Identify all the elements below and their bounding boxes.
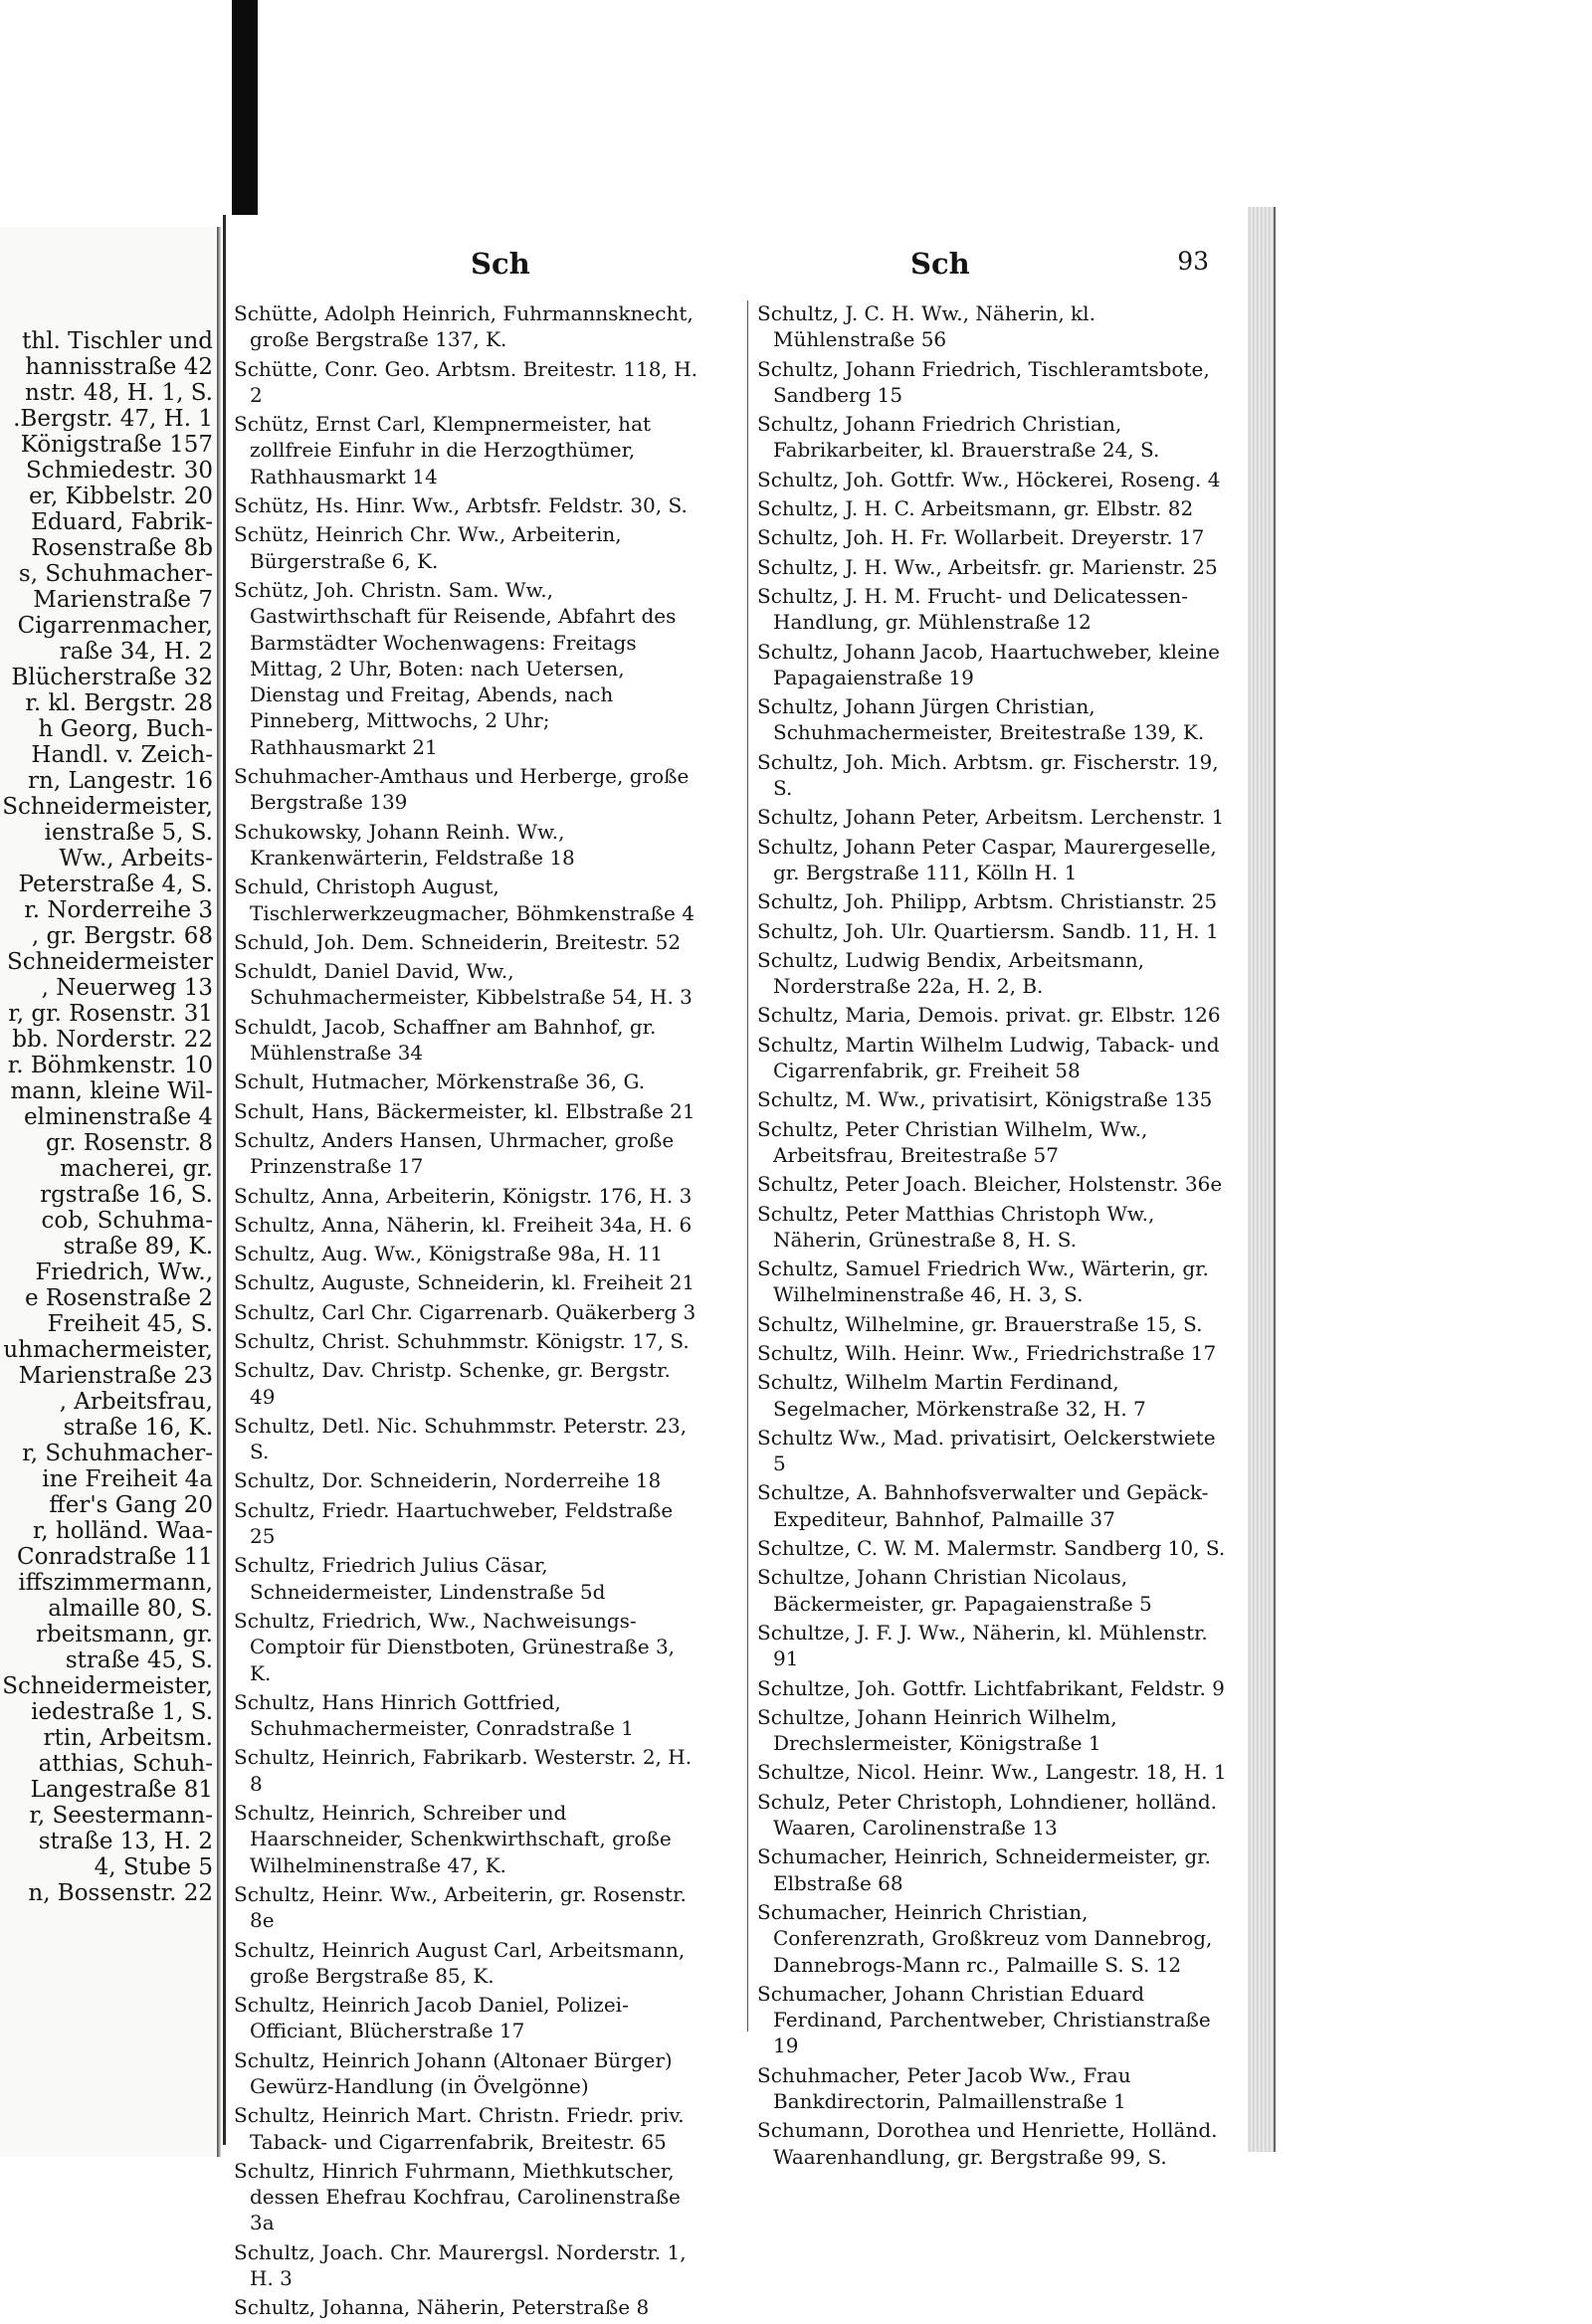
directory-entry: Schultz, Peter Joach. Bleicher, Holstenstr. 36e bbox=[757, 1172, 1223, 1197]
directory-entry: Schultze, Joh. Gottfr. Lichtfabrikant, Feldstr. 9 bbox=[757, 1675, 1225, 1700]
left-page-line: rn, Langestr. 16 bbox=[28, 768, 213, 794]
left-page-line: Schneidermeister bbox=[7, 949, 213, 975]
directory-entry: Schultz, Joh. Mich. Arbtsm. gr. Fischerstr. 19, S. bbox=[757, 749, 1219, 801]
directory-entry: Schumann, Dorothea und Henriette, Holländ. Waarenhandlung, gr. Bergstraße 99, S. bbox=[757, 2118, 1218, 2169]
directory-entry: Schultze, J. F. J. Ww., Näherin, kl. Mühlenstr. 91 bbox=[757, 1620, 1208, 1671]
directory-entry: Schuldt, Daniel David, Ww., Schuhmachermeister, Kibbelstraße 54, H. 3 bbox=[234, 959, 693, 1010]
directory-entry: Schuldt, Jacob, Schaffner am Bahnhof, gr. Mühlenstraße 34 bbox=[234, 1014, 657, 1065]
left-page-line: e Rosenstraße 2 bbox=[25, 1285, 213, 1311]
left-page-line: , gr. Bergstr. 68 bbox=[31, 923, 213, 949]
directory-entry: Schütte, Adolph Heinrich, Fuhrmannsknecht, große Bergstraße 137, K. bbox=[234, 301, 694, 352]
left-page-line: rbeitsmann, gr. bbox=[35, 1622, 213, 1647]
left-page-line: straße 13, H. 2 bbox=[38, 1829, 213, 1854]
directory-entry: Schult, Hans, Bäckermeister, kl. Elbstraße 21 bbox=[234, 1098, 696, 1123]
left-page-line: mann, kleine Wil- bbox=[10, 1078, 213, 1104]
left-page-fragment bbox=[0, 227, 219, 2157]
directory-entry: Schultz, Johanna, Näherin, Peterstraße 8 bbox=[234, 2295, 650, 2320]
directory-entry: Schultz, J. H. C. Arbeitsmann, gr. Elbstr. 82 bbox=[757, 496, 1194, 521]
directory-entry: Schultze, Nicol. Heinr. Ww., Langestr. 18, H. 1 bbox=[757, 1760, 1227, 1785]
directory-entry: Schultz, Ludwig Bendix, Arbeitsmann, Norderstraße 22a, H. 2, B. bbox=[757, 947, 1144, 999]
left-page-line: iedestraße 1, S. bbox=[31, 1699, 213, 1725]
left-page-line: Handl. v. Zeich- bbox=[31, 742, 213, 768]
directory-entry: Schukowsky, Johann Reinh. Ww., Krankenwärterin, Feldstraße 18 bbox=[234, 819, 575, 870]
left-page-line: ienstraße 5, S. bbox=[44, 820, 213, 846]
left-page-line: gr. Rosenstr. 8 bbox=[46, 1130, 213, 1156]
left-page-line: ffer's Gang 20 bbox=[49, 1492, 213, 1518]
left-page-line: Friedrich, Ww., bbox=[35, 1259, 213, 1285]
directory-entry: Schultz, Heinrich, Schreiber und Haarschneider, Schenkwirthschaft, große Wilhelminenstraße 47, K. bbox=[234, 1801, 672, 1877]
directory-entry: Schumacher, Heinrich, Schneidermeister, gr. Elbstraße 68 bbox=[757, 1844, 1211, 1895]
left-page-text-column bbox=[0, 328, 213, 1906]
left-page-line: bb. Norderstr. 22 bbox=[12, 1027, 213, 1053]
left-page-line: r. Norderreihe 3 bbox=[24, 897, 213, 923]
directory-entry: Schütz, Ernst Carl, Klempnermeister, hat zollfreie Einfuhr in die Herzogthümer, Rathhausmarkt 14 bbox=[234, 412, 652, 488]
directory-entry: Schultz, Carl Chr. Cigarrenarb. Quäkerberg 3 bbox=[234, 1299, 696, 1324]
black-marker-bar bbox=[232, 0, 258, 227]
directory-entry: Schultz, J. C. H. Ww., Näherin, kl. Mühlenstraße 56 bbox=[757, 301, 1095, 352]
directory-entry: Schultze, C. W. M. Malermstr. Sandberg 10, S. bbox=[757, 1536, 1226, 1561]
running-head-right: Sch bbox=[910, 247, 970, 281]
left-page-line: r, gr. Rosenstr. 31 bbox=[8, 1001, 213, 1027]
left-page-line: s, Schuhmacher- bbox=[18, 561, 213, 587]
left-page-line: Königstraße 157 bbox=[20, 432, 213, 458]
directory-entry: Schultz, J. H. Ww., Arbeitsfr. gr. Marienstr. 25 bbox=[757, 554, 1218, 579]
left-page-line: straße 45, S. bbox=[65, 1647, 213, 1673]
directory-entry: Schultz, Dor. Schneiderin, Norderreihe 18 bbox=[234, 1468, 662, 1493]
directory-entry: Schultz, Heinrich, Fabrikarb. Westerstr. 2, H. 8 bbox=[234, 1745, 693, 1796]
directory-entry: Schultz, Christ. Schuhmmstr. Königstr. 17, S. bbox=[234, 1328, 690, 1353]
directory-entry: Schultz, Johann Friedrich Christian, Fabrikarbeiter, kl. Brauerstraße 24, S. bbox=[757, 412, 1160, 463]
page-stack-edge bbox=[1248, 207, 1276, 2152]
directory-entry: Schultz, Joh. Ulr. Quartiersm. Sandb. 11, H. 1 bbox=[757, 918, 1219, 943]
directory-entry: Schultz, Johann Peter Caspar, Maurergeselle, gr. Bergstraße 111, Kölln H. 1 bbox=[757, 834, 1217, 884]
directory-entry: Schultz, M. Ww., privatisirt, Königstraße 135 bbox=[757, 1087, 1213, 1112]
left-page-line: Freiheit 45, S. bbox=[47, 1311, 213, 1337]
directory-entry: Schultz, Maria, Demois. privat. gr. Elbstr. 126 bbox=[757, 1003, 1221, 1028]
directory-entry: Schütz, Hs. Hinr. Ww., Arbtsfr. Feldstr. 30, S. bbox=[234, 493, 688, 518]
directory-entry: Schultz Ww., Mad. privatisirt, Oelckerstwiete 5 bbox=[757, 1425, 1216, 1476]
directory-entry: Schultz, Johann Friedrich, Tischleramtsbote, Sandberg 15 bbox=[757, 356, 1210, 407]
directory-entry: Schultz, Anna, Arbeiterin, Königstr. 176, H. 3 bbox=[234, 1183, 693, 1208]
left-page-line: , Neuerweg 13 bbox=[41, 975, 213, 1001]
left-page-line: nstr. 48, H. 1, S. bbox=[24, 380, 213, 406]
left-page-line: n, Bossenstr. 22 bbox=[28, 1880, 213, 1906]
directory-entry: Schultze, Johann Christian Nicolaus, Bäckermeister, gr. Papagaienstraße 5 bbox=[757, 1565, 1152, 1616]
left-page-line: , Arbeitsfrau, bbox=[59, 1389, 213, 1415]
left-page-line: Conradstraße 11 bbox=[17, 1544, 213, 1570]
directory-entry: Schütte, Conr. Geo. Arbtsm. Breitestr. 118, H. 2 bbox=[234, 356, 698, 407]
directory-entry: Schuld, Christoph August, Tischlerwerkzeugmacher, Böhmkenstraße 4 bbox=[234, 874, 695, 925]
directory-entry: Schuld, Joh. Dem. Schneiderin, Breitestr. 52 bbox=[234, 929, 682, 954]
directory-entry: Schultz, Anna, Näherin, kl. Freiheit 34a, H. 6 bbox=[234, 1212, 693, 1237]
directory-entry: Schultz, Peter Christian Wilhelm, Ww., Arbeitsfrau, Breitestraße 57 bbox=[757, 1116, 1148, 1167]
left-page-line: almaille 80, S. bbox=[48, 1596, 213, 1622]
directory-entry: Schultz, Detl. Nic. Schuhmmstr. Peterstr. 23, S. bbox=[234, 1413, 688, 1464]
left-page-line: atthias, Schuh- bbox=[38, 1751, 213, 1777]
left-page-line: cob, Schuhma- bbox=[41, 1208, 213, 1234]
left-page-line: Ww., Arbeits- bbox=[59, 846, 213, 872]
directory-entry: Schütz, Heinrich Chr. Ww., Arbeiterin, Bürgerstraße 6, K. bbox=[234, 522, 622, 573]
directory-entry: Schultz, Heinrich Johann (Altonaer Bürger) Gewürz-Handlung (in Övelgönne) bbox=[234, 2047, 673, 2098]
left-page-line: r, Schuhmacher- bbox=[22, 1441, 213, 1466]
directory-entry: Schultz, Wilhelmine, gr. Brauerstraße 15, S. bbox=[757, 1311, 1203, 1336]
book-gutter bbox=[217, 227, 221, 2157]
directory-entry: Schuhmacher, Peter Jacob Ww., Frau Bankdirectorin, Palmaillenstraße 1 bbox=[757, 2062, 1131, 2113]
directory-entry: Schultz, Heinrich Jacob Daniel, Polizei-Officiant, Blücherstraße 17 bbox=[234, 1993, 629, 2043]
directory-entry: Schütz, Joh. Christn. Sam. Ww., Gastwirthschaft für Reisende, Abfahrt des Barmstädter Wochenwagens: Freitags Mittag, 2 Uhr, Boten: nach Uetersen, Dienstag und Freitag, Abends, nach Pinneberg, Mittwochs, 2 Uhr; Rathhausmarkt 21 bbox=[234, 577, 677, 759]
left-page-line: Rosenstraße 8b bbox=[31, 535, 213, 561]
directory-entry: Schultz, Wilhelm Martin Ferdinand, Segelmacher, Mörkenstraße 32, H. 7 bbox=[757, 1370, 1146, 1421]
left-page-line: Schneidermeister, bbox=[2, 1673, 213, 1699]
directory-entry: Schultz, Friedr. Haartuchweber, Feldstraße 25 bbox=[234, 1497, 674, 1549]
directory-entry: Schultz, Joh. H. Fr. Wollarbeit. Dreyerstr. 17 bbox=[757, 525, 1205, 550]
left-page-line: r, holländ. Waa- bbox=[32, 1518, 213, 1544]
directory-entry: Schultz, Hinrich Fuhrmann, Miethkutscher, dessen Ehefrau Kochfrau, Carolinenstraße 3a bbox=[234, 2158, 681, 2235]
left-page-line: 4, Stube 5 bbox=[94, 1854, 213, 1880]
directory-entry: Schultz, Auguste, Schneiderin, kl. Freiheit 21 bbox=[234, 1270, 696, 1295]
page-header bbox=[226, 247, 1251, 281]
left-page-line: Schneidermeister, bbox=[2, 794, 213, 820]
directory-entry: Schultz, Joach. Chr. Maurergsl. Norderstr. 1, H. 3 bbox=[234, 2239, 687, 2291]
directory-entry: Schultz, Johann Jürgen Christian, Schuhmachermeister, Breitestraße 139, K. bbox=[757, 694, 1205, 745]
left-page-line: r. Böhmkenstr. 10 bbox=[7, 1053, 213, 1078]
directory-entry: Schultze, Johann Heinrich Wilhelm, Drechslermeister, Königstraße 1 bbox=[757, 1704, 1117, 1756]
page-number: 93 bbox=[1177, 247, 1209, 276]
left-page-line: uhmachermeister, bbox=[3, 1337, 213, 1363]
directory-entry: Schultz, Heinrich August Carl, Arbeitsmann, große Bergstraße 85, K. bbox=[234, 1937, 686, 1988]
left-page-line: Marienstraße 23 bbox=[18, 1363, 213, 1389]
directory-entry: Schultz, Friedrich, Ww., Nachweisungs-Comptoir für Dienstboten, Grünestraße 3, K. bbox=[234, 1608, 676, 1685]
left-page-line: h Georg, Buch- bbox=[38, 716, 213, 742]
directory-entry: Schultz, Dav. Christp. Schenke, gr. Bergstr. 49 bbox=[234, 1358, 671, 1409]
left-page-line: rgstraße 16, S. bbox=[40, 1182, 213, 1208]
directory-entry: Schultz, Wilh. Heinr. Ww., Friedrichstraße 17 bbox=[757, 1340, 1217, 1365]
left-page-line: hannisstraße 42 bbox=[25, 354, 213, 380]
left-page-line: macherei, gr. bbox=[60, 1156, 213, 1182]
left-page-line: r, Seestermann- bbox=[29, 1803, 213, 1829]
left-page-line: r. kl. Bergstr. 28 bbox=[25, 690, 213, 716]
directory-entry: Schultz, Anders Hansen, Uhrmacher, große Prinzenstraße 17 bbox=[234, 1127, 675, 1179]
directory-entry: Schumacher, Johann Christian Eduard Ferdinand, Parchentweber, Christianstraße 19 bbox=[757, 1981, 1211, 2058]
directory-entry: Schultz, Martin Wilhelm Ludwig, Taback- und Cigarrenfabrik, gr. Freiheit 58 bbox=[757, 1032, 1220, 1083]
directory-entry: Schultz, Hans Hinrich Gottfried, Schuhmachermeister, Conradstraße 1 bbox=[234, 1689, 634, 1741]
right-page bbox=[223, 215, 1251, 2320]
directory-entry: Schultz, Aug. Ww., Königstraße 98a, H. 11 bbox=[234, 1242, 664, 1266]
directory-entry: Schuhmacher-Amthaus und Herberge, große Bergstraße 139 bbox=[234, 764, 690, 815]
left-page-line: rtin, Arbeitsm. bbox=[43, 1725, 213, 1751]
left-page-line: Eduard, Fabrik- bbox=[31, 509, 213, 535]
left-page-line: straße 16, K. bbox=[63, 1415, 213, 1441]
directory-entry: Schultz, Heinr. Ww., Arbeiterin, gr. Rosenstr. 8e bbox=[234, 1881, 687, 1933]
left-page-line: Blücherstraße 32 bbox=[11, 665, 213, 690]
directory-entry: Schumacher, Heinrich Christian, Conferenzrath, Großkreuz vom Dannebrog, Dannebrogs-Mann rc., Palmaille S. S. 12 bbox=[757, 1899, 1213, 1977]
left-page-line: raße 34, H. 2 bbox=[59, 639, 213, 665]
left-page-line: iffszimmermann, bbox=[18, 1570, 213, 1596]
directory-entry: Schultz, Samuel Friedrich Ww., Wärterin, gr. Wilhelminenstraße 46, H. 3, S. bbox=[757, 1257, 1209, 1307]
left-page-line: Marienstraße 7 bbox=[33, 587, 213, 613]
left-page-line: Schmiedestr. 30 bbox=[26, 458, 213, 484]
left-page-line: .Bergstr. 47, H. 1 bbox=[13, 406, 213, 432]
directory-entry: Schultze, A. Bahnhofsverwalter und Gepäck-Expediteur, Bahnhof, Palmaille 37 bbox=[757, 1480, 1209, 1531]
directory-entry: Schultz, Peter Matthias Christoph Ww., Näherin, Grünestraße 8, H. S. bbox=[757, 1201, 1155, 1252]
directory-column-right bbox=[757, 300, 1231, 2173]
left-page-line: Cigarrenmacher, bbox=[17, 613, 213, 639]
left-page-line: Peterstraße 4, S. bbox=[18, 872, 213, 897]
directory-entry: Schultz, Joh. Philipp, Arbtsm. Christianstr. 25 bbox=[757, 889, 1218, 914]
directory-entry: Schultz, Johann Peter, Arbeitsm. Lerchenstr. 1 bbox=[757, 805, 1225, 830]
running-head-left: Sch bbox=[471, 247, 530, 281]
directory-entry: Schultz, Joh. Gottfr. Ww., Höckerei, Roseng. 4 bbox=[757, 467, 1221, 491]
directory-entry: Schulz, Peter Christoph, Lohndiener, holländ. Waaren, Carolinenstraße 13 bbox=[757, 1789, 1217, 1840]
left-page-line: Langestraße 81 bbox=[30, 1777, 213, 1803]
left-page-line: thl. Tischler und bbox=[22, 328, 213, 354]
directory-entry: Schultz, Johann Jacob, Haartuchweber, kleine Papagaienstraße 19 bbox=[757, 639, 1221, 689]
left-page-line: straße 89, K. bbox=[63, 1234, 213, 1259]
directory-entry: Schultz, Friedrich Julius Cäsar, Schneidermeister, Lindenstraße 5d bbox=[234, 1553, 606, 1604]
directory-column-left bbox=[234, 300, 699, 2324]
left-page-line: er, Kibbelstr. 20 bbox=[28, 484, 213, 509]
directory-entry: Schultz, Heinrich Mart. Christn. Friedr. priv. Taback- und Cigarrenfabrik, Breitestr. 65 bbox=[234, 2103, 685, 2154]
directory-entry: Schultz, J. H. M. Frucht- und Delicatessen-Handlung, gr. Mühlenstraße 12 bbox=[757, 583, 1189, 635]
column-divider bbox=[747, 300, 748, 2032]
left-page-line: ine Freiheit 4a bbox=[42, 1466, 213, 1492]
left-page-line: elminenstraße 4 bbox=[23, 1104, 213, 1130]
directory-entry: Schult, Hutmacher, Mörkenstraße 36, G. bbox=[234, 1069, 646, 1094]
